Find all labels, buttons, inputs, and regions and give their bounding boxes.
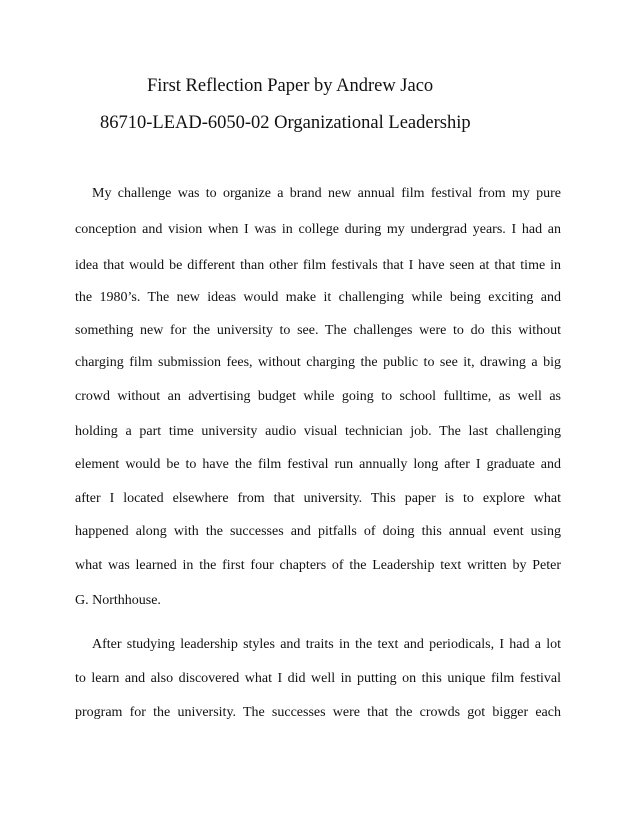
paragraph-line: charging film submission fees, without charging the public to see it, drawing a big bbox=[75, 355, 561, 370]
paragraph-line: G. Northhouse. bbox=[75, 593, 161, 608]
paragraph-line: something new for the university to see. The challenges were to do this without bbox=[75, 323, 561, 338]
paragraph-line: to learn and also discovered what I did well in putting on this unique film festival bbox=[75, 671, 561, 686]
paragraph-line: crowd without an advertising budget while going to school fulltime, as well as bbox=[75, 389, 561, 404]
paragraph-line: program for the university. The successes were that the crowds got bigger each bbox=[75, 705, 561, 720]
paragraph-line: what was learned in the first four chapters of the Leadership text written by Peter bbox=[75, 558, 561, 573]
paragraph-line: happened along with the successes and pitfalls of doing this annual event using bbox=[75, 524, 561, 539]
paragraph-line: the 1980’s. The new ideas would make it challenging while being exciting and bbox=[75, 290, 561, 305]
paragraph-line: element would be to have the film festival run annually long after I graduate and bbox=[75, 457, 561, 472]
course-title: 86710-LEAD-6050-02 Organizational Leadership bbox=[100, 113, 471, 133]
paragraph-line: After studying leadership styles and traits in the text and periodicals, I had a lot bbox=[92, 637, 561, 652]
paper-title: First Reflection Paper by Andrew Jaco bbox=[147, 76, 434, 96]
paragraph-line: My challenge was to organize a brand new annual film festival from my pure bbox=[92, 186, 561, 201]
paragraph-line: conception and vision when I was in college during my undergrad years. I had an bbox=[75, 222, 561, 237]
paragraph-line: holding a part time university audio visual technician job. The last challenging bbox=[75, 424, 561, 439]
paragraph-line: after I located elsewhere from that university. This paper is to explore what bbox=[75, 491, 561, 506]
paragraph-line: idea that would be different than other film festivals that I have seen at that time in bbox=[75, 258, 561, 273]
